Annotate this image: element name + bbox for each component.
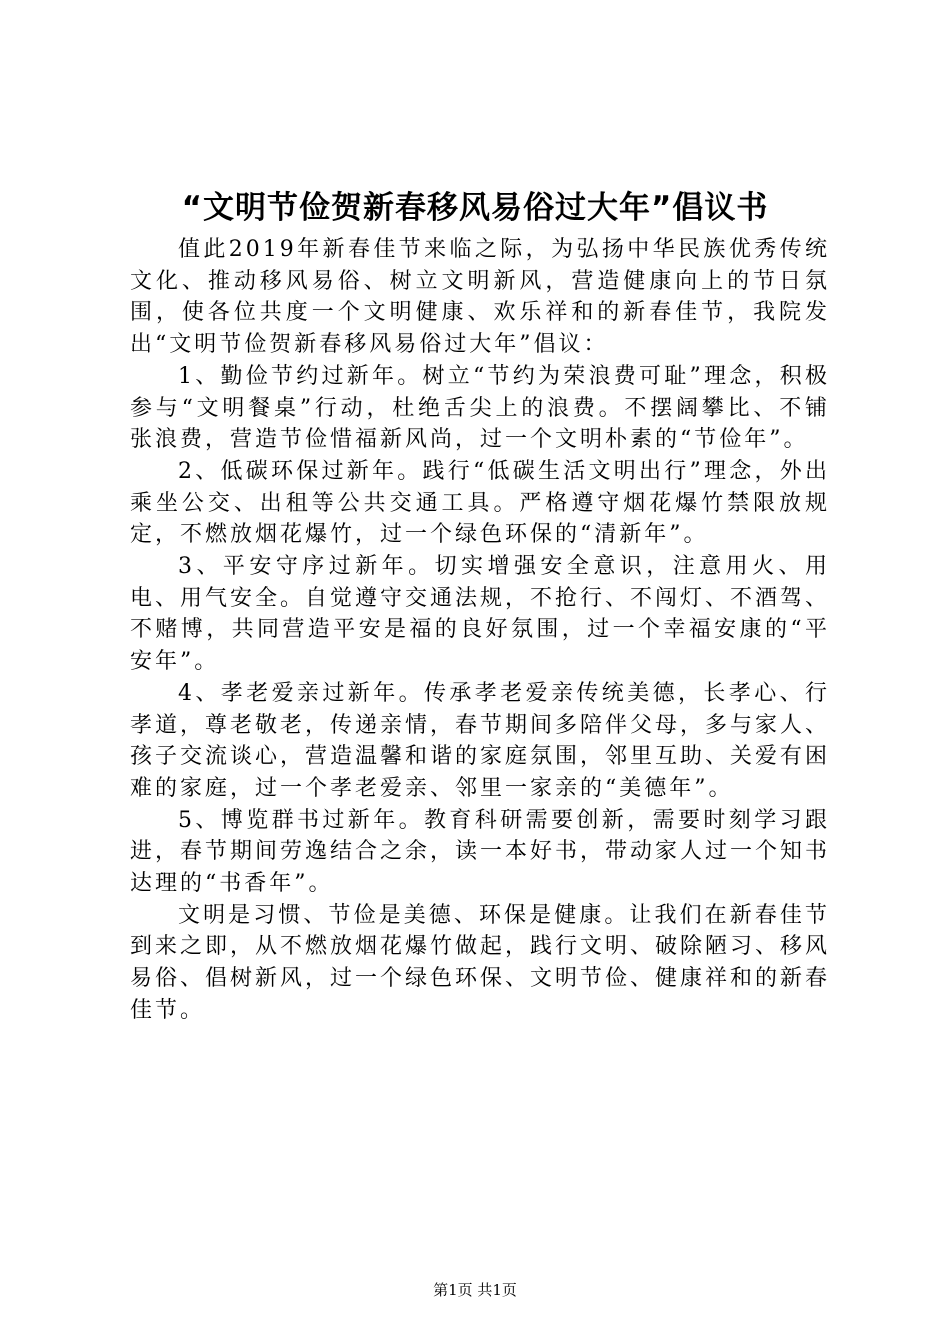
page-footer — [0, 1280, 950, 1300]
proposal-item-3: 3、平安守序过新年。切实增强安全意识，注意用火、用电、用气安全。自觉遵守交通法规，不抢行、不闯灯、不酒驾、不赌博，共同营造平安是福的良好氛围，过一个幸福安康的“平安年”。 — [130, 554, 831, 675]
intro-paragraph: 值此2019年新春佳节来临之际，为弘扬中华民族优秀传统文化、推动移风易俗、树立文明新风，营造健康向上的节日氛围，使各位共度一个文明健康、欢乐祥和的新春佳节，我院发出“文明节俭贺新春移风易俗过大年”倡议： — [130, 237, 830, 358]
proposal-item-5: 5、博览群书过新年。教育科研需要创新，需要时刻学习跟进，春节期间劳逸结合之余，读一本好书，带动家人过一个知书达理的“书香年”。 — [130, 807, 831, 897]
closing-paragraph: 文明是习惯、节俭是美德、环保是健康。让我们在新春佳节到来之即，从不燃放烟花爆竹做起，践行文明、破除陋习、移风易俗、倡树新风，过一个绿色环保、文明节俭、健康祥和的新春佳节。 — [130, 902, 831, 1023]
proposal-item-2: 2、低碳环保过新年。践行“低碳生活文明出行”理念，外出乘坐公交、出租等公共交通工具。严格遵守烟花爆竹禁限放规定，不燃放烟花爆竹，过一个绿色环保的“清新年”。 — [130, 458, 830, 548]
document-title: “文明节俭贺新春移风易俗过大年”倡议书 — [181, 190, 769, 226]
proposal-item-1: 1、勤俭节约过新年。树立“节约为荣浪费可耻”理念，积极参与“文明餐桌”行动，杜绝舌尖上的浪费。不摆阔攀比、不铺张浪费，营造节俭惜福新风尚，过一个文明朴素的“节俭年”。 — [130, 363, 830, 453]
page-number: 第1页 共1页 — [433, 1281, 517, 1299]
document-body — [130, 234, 830, 1027]
proposal-item-4: 4、孝老爱亲过新年。传承孝老爱亲传统美德，长孝心、行孝道，尊老敬老，传递亲情，春节期间多陪伴父母，多与家人、孩子交流谈心，营造温馨和谐的家庭氛围，邻里互助、关爱有困难的家庭，过一个孝老爱亲、邻里一家亲的“美德年”。 — [130, 680, 831, 801]
